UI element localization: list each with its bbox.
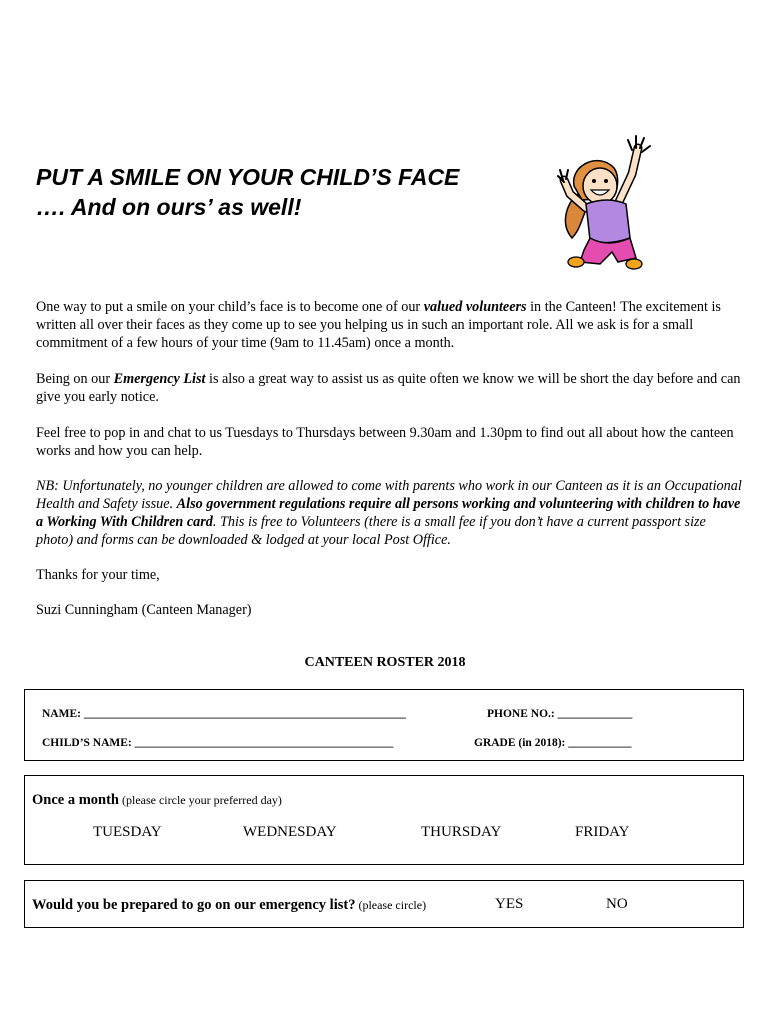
valued-volunteers-emphasis: valued volunteers — [423, 299, 527, 315]
jumping-girl-icon — [556, 134, 672, 280]
day-option-friday[interactable]: FRIDAY — [575, 824, 630, 840]
details-box — [24, 689, 744, 761]
emergency-list-emphasis: Emergency List — [113, 371, 206, 387]
paragraph-volunteers-text-b: in the Canteen! The excitement is written all over their faces as they come up to see you helping us in such an important role. All we ask is for a small commitment of a few hours of your time (9am to 11.45am) once a month. — [36, 299, 721, 351]
paragraph-volunteers — [36, 298, 742, 352]
nb-regulations-emphasis: Also government regulations require all persons working and volunteering with children to have a Working With Children card — [36, 496, 741, 530]
phone-field[interactable]: PHONE NO.: _____________ — [487, 708, 633, 720]
grade-field[interactable]: GRADE (in 2018): ___________ — [474, 737, 632, 749]
monthly-hint: (please circle your preferred day) — [119, 793, 282, 807]
monthly-label — [32, 792, 282, 809]
thanks-line: Thanks for your time, — [36, 567, 160, 583]
paragraph-nb-notice — [36, 477, 742, 549]
paragraph-emergency-text-b: is also a great way to assist us as quite often we know we will be short the day before and can give you early notice. — [36, 371, 741, 405]
paragraph-emergency-list — [36, 370, 742, 406]
name-field[interactable]: NAME: ________________________________________________________ — [42, 708, 406, 720]
monthly-day-box — [24, 775, 744, 865]
paragraph-volunteers-text-a: One way to put a smile on your child’s face is to become one of our — [36, 299, 424, 315]
child-name-field[interactable]: CHILD’S NAME: _____________________________________________ — [42, 737, 394, 749]
roster-title: CANTEEN ROSTER 2018 — [304, 655, 466, 670]
nb-text-c: . This is free to Volunteers (there is a small fee if you don’t have a current passport size photo) and forms can be downloaded & lodged at your local Post Office. — [36, 514, 706, 548]
day-option-thursday[interactable]: THURSDAY — [421, 824, 502, 840]
emergency-hint: (please circle) — [355, 898, 427, 912]
emergency-list-box — [24, 880, 744, 928]
monthly-label-bold: Once a month — [32, 792, 119, 808]
nb-text-a: NB: Unfortunately, no younger children are allowed to come with parents who work in our Canteen as it is an Occupational Health and Safety issue. — [36, 478, 742, 512]
paragraph-visit: Feel free to pop in and chat to us Tuesdays to Thursdays between 9.30am and 1.30pm to find out all about how the canteen works and how you can help. — [36, 425, 734, 459]
signature-line: Suzi Cunningham (Canteen Manager) — [36, 602, 252, 618]
headline — [36, 162, 536, 222]
paragraph-emergency-text-a: Being on our — [36, 371, 114, 387]
day-option-wednesday[interactable]: WEDNESDAY — [243, 824, 337, 840]
emergency-question-text: Would you be prepared to go on our emergency list? — [32, 897, 356, 913]
headline-line-1: PUT A SMILE ON YOUR CHILD’S FACE — [36, 164, 460, 190]
emergency-no-option[interactable]: NO — [606, 896, 628, 912]
day-option-tuesday[interactable]: TUESDAY — [93, 824, 162, 840]
headline-line-2: …. And on ours’ as well! — [36, 194, 302, 220]
emergency-yes-option[interactable]: YES — [495, 896, 524, 912]
emergency-question — [32, 897, 426, 914]
